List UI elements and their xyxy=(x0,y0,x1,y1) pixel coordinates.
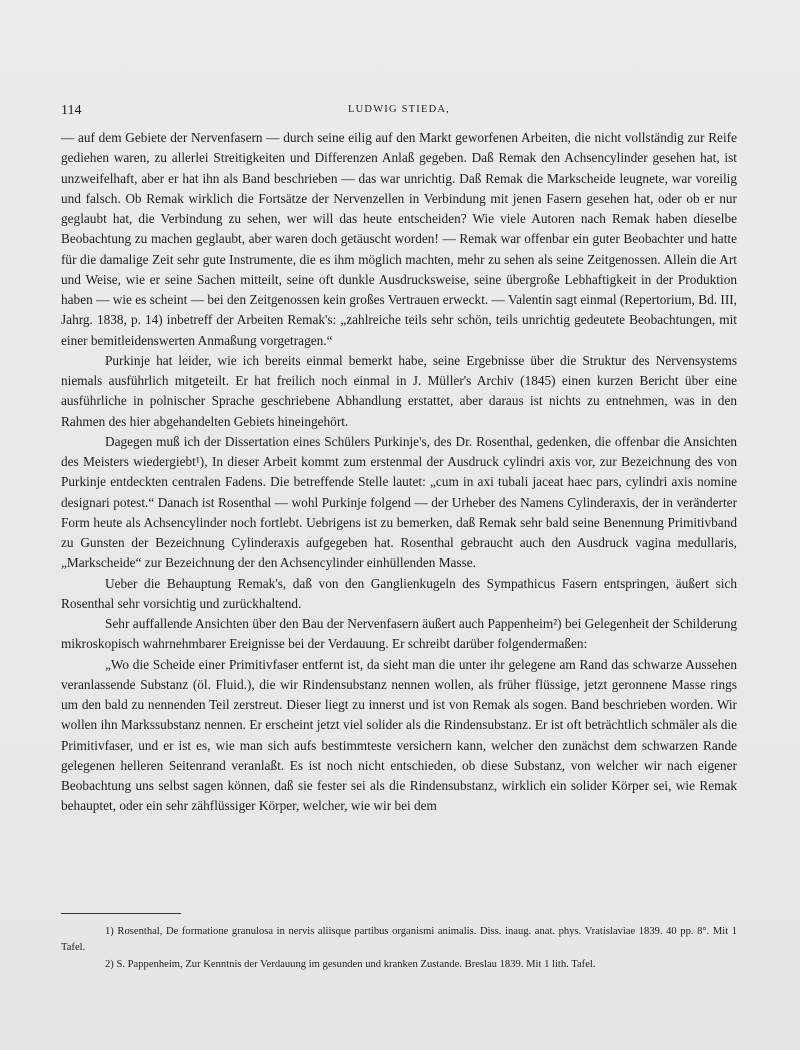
paragraph-5: Sehr auffallende Ansichten über den Bau der Nervenfasern äußert auch Pappenheim²) bei Gelegenheit der Schilderung mikroskopisch wahrnehmbarer Ereignisse bei der Verdauung. Er schreibt darüber folgendermaßen: xyxy=(61,616,737,652)
footnotes xyxy=(61,924,737,973)
paragraph-3: Dagegen muß ich der Dissertation eines Schülers Purkinje's, des Dr. Rosenthal, gedenken, die offenbar die Ansichten des Meisters wiedergiebt¹), In dieser Arbeit kommt zum erstenmal der Ausdruck cylindri axis vor, zur Bezeichnung des von Purkinje entdeckten centralen Fadens. Die betreffende Stelle lautet: „cum in axi tubali jaceat haec pars, cylindri axis nomine designari potest.“ Danach ist Rosenthal — wohl Purkinje folgend — der Urheber des Namens Cylinderaxis, der in veränderter Form heute als Achsencylinder noch fortlebt. Uebrigens ist zu bemerken, daß Remak sehr bald seine Benennung Primitivband zu Gunsten der Bezeichnung Cylinderaxis aufgegeben hat. Rosenthal gebraucht auch den Ausdruck vagina medullaris, „Markscheide“ zur Bezeichnung der den Achsencylinder einhüllenden Masse. xyxy=(61,433,737,571)
page-header xyxy=(61,103,737,121)
running-head: LUDWIG STIEDA, xyxy=(348,104,450,115)
footnote-2: 2) S. Pappenheim, Zur Kenntnis der Verdauung im gesunden und kranken Zustande. Breslau 1839. Mit 1 lith. Tafel. xyxy=(105,959,596,970)
body-text xyxy=(61,128,737,817)
page-number: 114 xyxy=(61,103,82,118)
footnote-divider xyxy=(61,913,181,914)
footnote-1: 1) Rosenthal, De formatione granulosa in nervis aliisque partibus organismi animalis. Diss. inaug. anat. phys. Vratislaviae 1839. 40 pp. 8°. Mit 1 Tafel. xyxy=(61,926,737,953)
paragraph-2: Purkinje hat leider, wie ich bereits einmal bemerkt habe, seine Ergebnisse über die Struktur des Nervensystems niemals ausführlich mitgeteilt. Er hat freilich noch einmal in J. Müller's Archiv (1845) einen kurzen Bericht über eine ausführliche in polnischer Sprache geschriebene Abhandlung erstattet, aber daraus ist nichts zu entnehmen, was in den Rahmen des hier abgehandelten Gebiets hineingehört. xyxy=(61,352,737,429)
paragraph-1: — auf dem Gebiete der Nervenfasern — durch seine eilig auf den Markt geworfenen Arbeiten, die nicht vollständig zur Reife gediehen waren, zu allerlei Streitigkeiten und Differenzen Anlaß gegeben. Daß Remak den Achsencylinder gesehen hat, ist unzweifelhaft, aber er hat ihn als Band beschrieben — das war unrichtig. Daß Remak die Markscheide leugnete, war voreilig und falsch. Ob Remak wirklich die Fortsätze der Nervenzellen in Verbindung mit jenen Fasern gesehen hat, oder ob er nur geglaubt hat, die Verbindung zu sehen, wer will das heute entscheiden? Wie viele Autoren nach Remak haben dieselbe Beobachtung zu machen geglaubt, aber waren doch getäuscht worden! — Remak war offenbar ein guter Beobachter und hatte für die damalige Zeit sehr gute Instrumente, die es ihm möglich machten, mehr zu sehen als seine Zeitgenossen. Allein die Art und Weise, wie er seine Sachen mitteilt, seine oft dunkle Ausdrucksweise, seine übergroße Lebhaftigkeit in der Produktion haben — wie es scheint — bei den Zeitgenossen kein großes Vertrauen erweckt. — Valentin sagt einmal (Repertorium, Bd. III, Jahrg. 1838, p. 14) inbetreff der Arbeiten Remak's: „zahlreiche teils sehr schön, teils unrichtig gedeutete Beobachtungen, mit einer bemitleidenswerten Anmaßung vorgetragen.“ xyxy=(61,130,737,348)
paragraph-4: Ueber die Behauptung Remak's, daß von den Ganglienkugeln des Sympathicus Fasern entspringen, äußert sich Rosenthal sehr vorsichtig und zurückhaltend. xyxy=(61,575,737,611)
paragraph-6-quotation: „Wo die Scheide einer Primitivfaser entfernt ist, da sieht man die unter ihr gelegene am Rand das schwarze Aussehen veranlassende Substanz (öl. Fluid.), die wir Rindensubstanz nennen wollen, als früher flüssige, jetzt geronnene Masse rings um den bald zu nennenden Teil zerstreut. Dieser liegt zu innerst und ist von Remak als sogen. Band beschrieben worden. Wir wollen ihn Markssubstanz nennen. Er erscheint jetzt viel solider als die Rindensubstanz. Er ist oft beträchtlich schmäler als die Primitivfaser, und er ist es, wie man sich aufs bestimmteste versichern kann, welcher den zunächst dem schwarzen Rande gelegenen helleren Seitenrand veranlaßt. Es ist noch nicht entschieden, ob diese Substanz, von welcher wir nach eigener Beobachtung uns selbst sagen können, daß sie fester sei als die Rindensubstanz, wirklich ein solider Körper sei, wie Remak behauptet, oder ein sehr zähflüssiger Körper, welcher, wie wir bei dem xyxy=(61,656,737,814)
